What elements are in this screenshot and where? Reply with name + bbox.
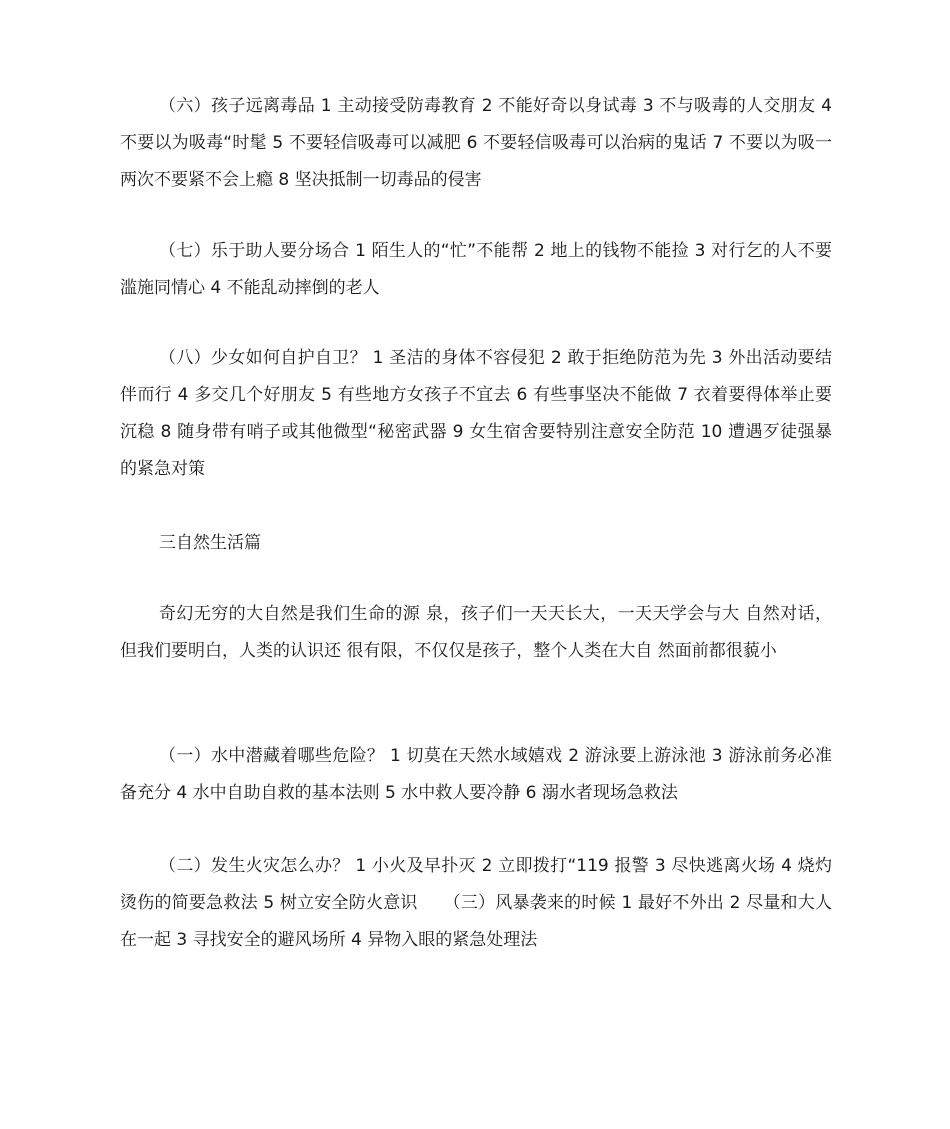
paragraph-girl-self-protection: （八）少女如何自护自卫？ 1 圣洁的身体不容侵犯 2 敢于拒绝防范为先 3 外出活动要结伴而行 4 多交几个好朋友 5 有些地方女孩子不宜去 6 有些事坚决不能做 7 衣着要得体举止要沉稳 8 随身带有哨子或其他微型“秘密武器 9 女生宿舍要特别注意安全防范 10 遭遇歹徒强暴的紧急对策 [120,348,832,479]
paragraph-helping-others: （七）乐于助人要分场合 1 陌生人的“忙”不能帮 2 地上的钱物不能捡 3 对行乞的人不要滥施同情心 4 不能乱动摔倒的老人 [120,241,832,298]
paragraph-water-dangers: （一）水中潜藏着哪些危险？ 1 切莫在天然水域嬉戏 2 游泳要上游泳池 3 游泳前务必准备充分 4 水中自助自救的基本法则 5 水中救人要冷静 6 溺水者现场急救法 [120,746,832,803]
paragraph-nature-intro: 奇幻无穷的大自然是我们生命的源 泉，孩子们一天天长大，一天天学会与大 自然对话，但我们要明白，人类的认识还 很有限，不仅仅是孩子，整个人类在大自 然面前都很藐小 [120,604,832,661]
paragraph-fire-and-storm: （二）发生火灾怎么办？ 1 小火及早扑灭 2 立即拨打“119 报警 3 尽快逃离火场 4 烧灼烫伤的简要急救法 5 树立安全防火意识 （三）风暴袭来的时候 1 最好不外出 2 尽量和大人在一起 3 寻找安全的避风场所 4 异物入眼的紧急处理法 [120,856,832,950]
paragraph-drug-prevention: （六）孩子远离毒品 1 主动接受防毒教育 2 不能好奇以身试毒 3 不与吸毒的人交朋友 4 不要以为吸毒“时髦 5 不要轻信吸毒可以减肥 6 不要轻信吸毒可以治病的鬼话 7 不要以为吸一两次不要紧不会上瘾 8 坚决抵制一切毒品的侵害 [120,96,832,190]
section-heading-nature-life: 三自然生活篇 [159,533,261,553]
